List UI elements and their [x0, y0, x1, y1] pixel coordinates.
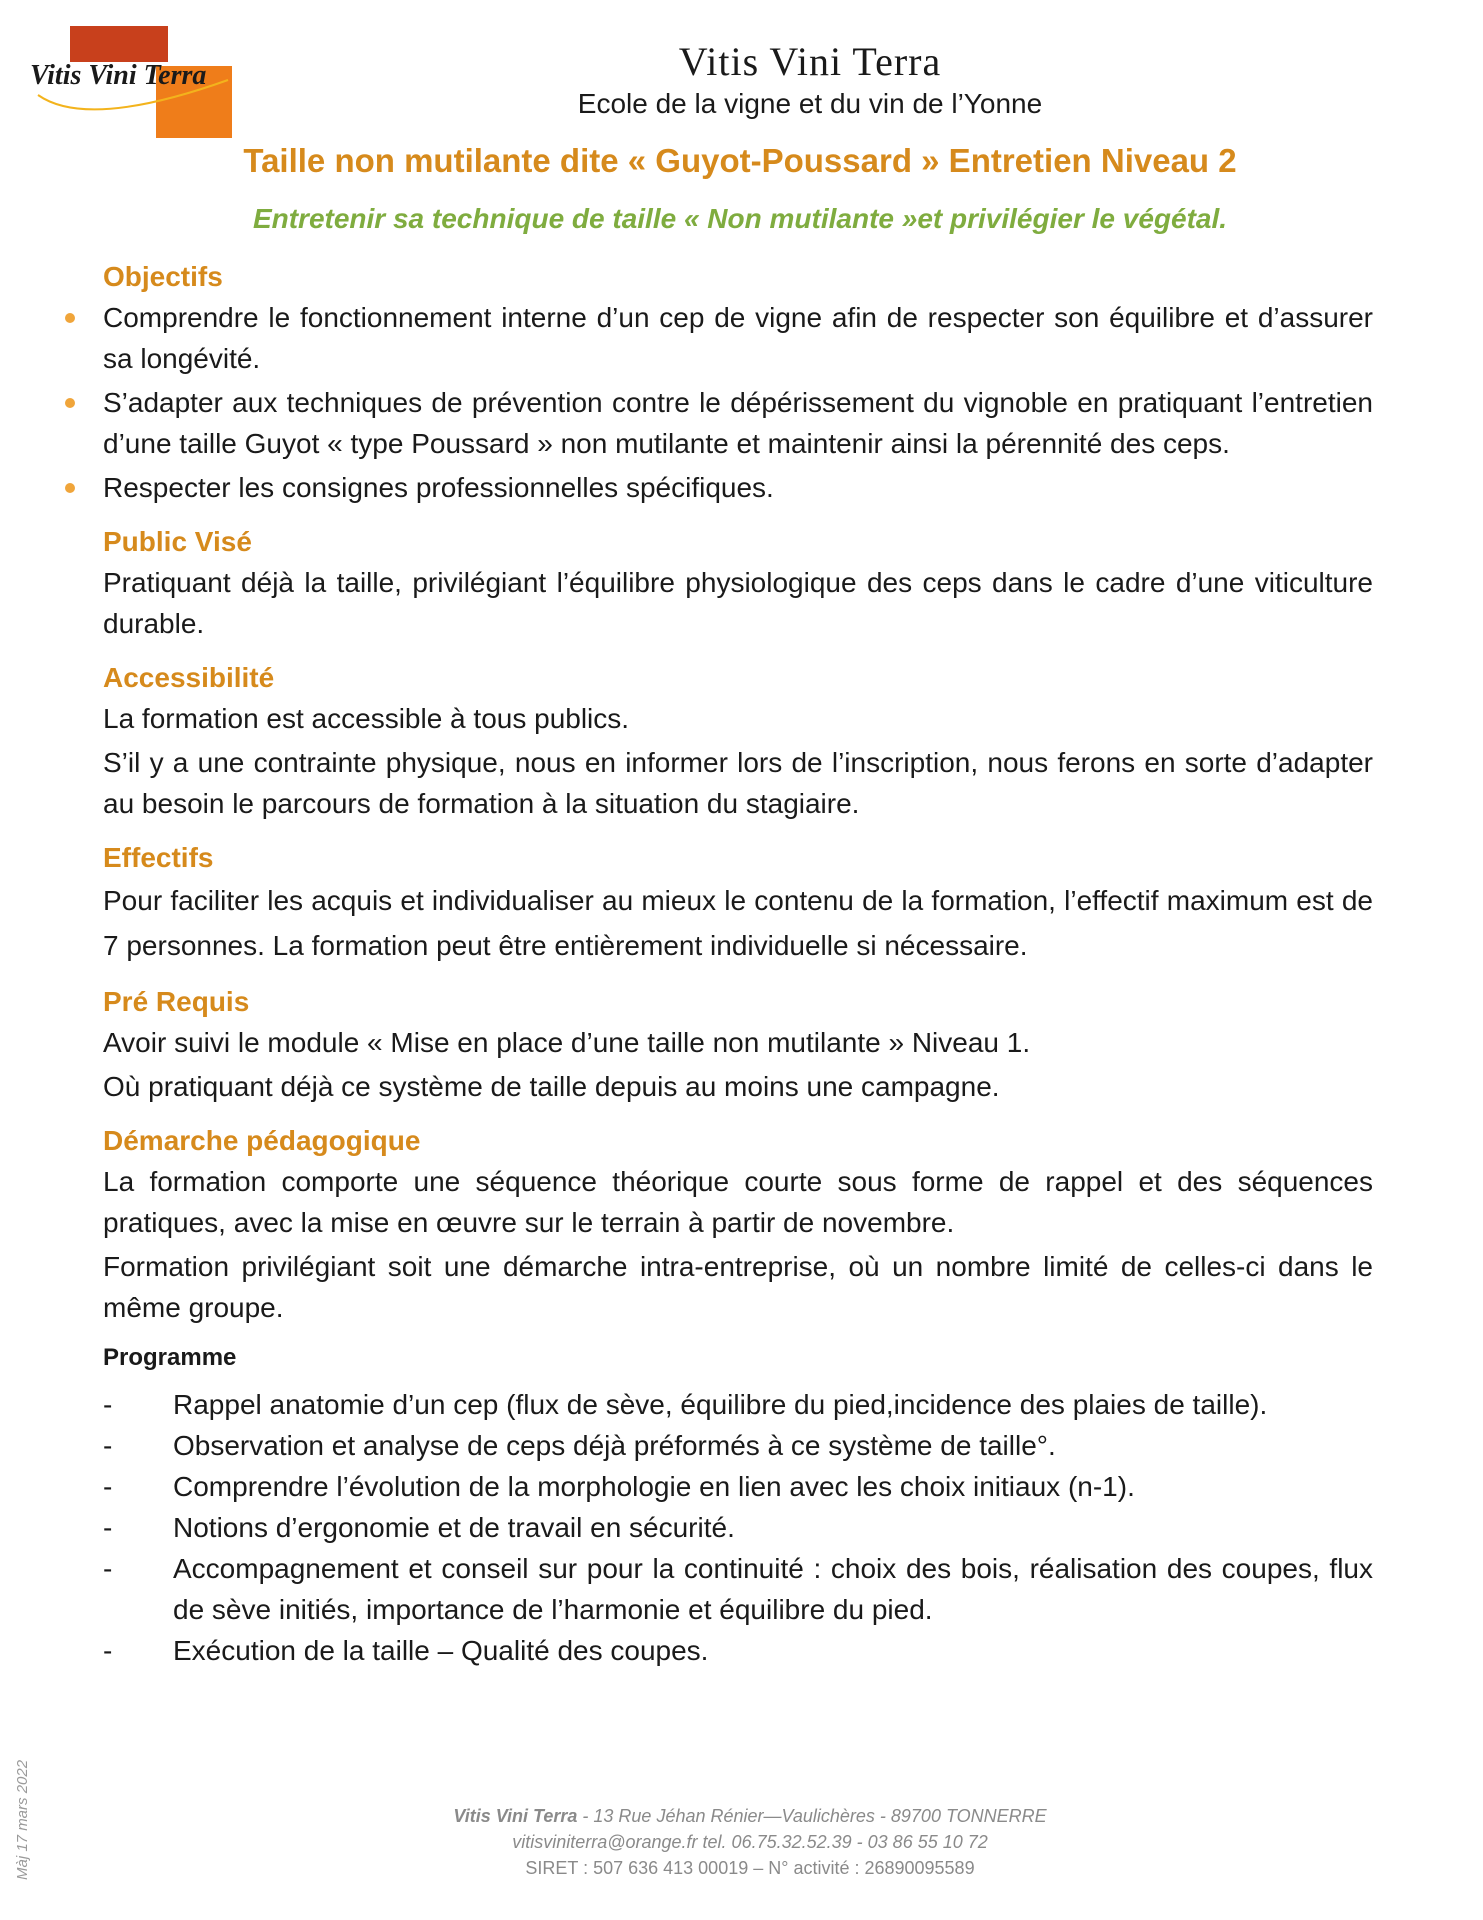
footer-org: Vitis Vini Terra: [453, 1806, 578, 1826]
accessibilite-text-2: S’il y a une contrainte physique, nous en informer lors de l’inscription, nous ferons en sorte d’adapter au besoin le parcours de formation à la situation du stagiaire.: [103, 747, 1373, 819]
heading-demarche: Démarche pédagogique: [103, 1125, 421, 1156]
dash-icon: -: [103, 1430, 113, 1461]
dash-icon: -: [103, 1471, 113, 1502]
list-item: - Comprendre l’évolution de la morphologie en lien avec les choix initiaux (n-1).: [103, 1466, 1373, 1507]
section-effectifs: [103, 838, 1373, 968]
section-objectifs: [103, 257, 1373, 508]
page-title: Taille non mutilante dite « Guyot-Poussard » Entretien Niveau 2: [243, 142, 1237, 179]
list-item: - Exécution de la taille – Qualité des coupes.: [103, 1630, 1373, 1671]
prerequis-text-2: Où pratiquant déjà ce système de taille depuis au moins une campagne.: [103, 1071, 1000, 1102]
dash-icon: -: [103, 1553, 113, 1584]
footer-address: Vitis Vini Terra - 13 Rue Jéhan Rénier—Vaulichères - 89700 TONNERRE: [453, 1806, 1047, 1826]
list-item: S’adapter aux techniques de prévention contre le dépérissement du vignoble en pratiquant l’entretien d’une taille Guyot « type Poussard » non mutilante et maintenir ainsi la pérennité des ceps.: [103, 382, 1373, 464]
heading-effectifs: Effectifs: [103, 842, 214, 873]
accessibilite-text-1: La formation est accessible à tous publics.: [103, 703, 630, 734]
logo-red-block: [70, 26, 168, 62]
org-subtitle: Ecole de la vigne et du vin de l’Yonne: [577, 88, 1043, 119]
effectifs-text: Pour faciliter les acquis et individualiser au mieux le contenu de la formation, l’effectif maximum est de 7 personnes. La formation peut être entièrement individuelle si nécessaire.: [103, 885, 1373, 961]
prerequis-text-1: Avoir suivi le module « Mise en place d’une taille non mutilante » Niveau 1.: [103, 1027, 1031, 1058]
dash-icon: -: [103, 1512, 113, 1543]
demarche-text-2: Formation privilégiant soit une démarche intra-entreprise, où un nombre limité de celles-ci dans le même groupe.: [103, 1251, 1373, 1323]
section-demarche: [103, 1121, 1373, 1328]
list-item: - Accompagnement et conseil sur pour la continuité : choix des bois, réalisation des coupes, flux de sève initiés, importance de l’harmonie et équilibre du pied.: [103, 1548, 1373, 1630]
vitis-vini-terra-logo: [28, 20, 268, 140]
org-name: Vitis Vini Terra: [678, 39, 942, 84]
list-item: - Rappel anatomie d’un cep (flux de sève, équilibre du pied,incidence des plaies de taille).: [103, 1384, 1373, 1425]
heading-accessibilite: Accessibilité: [103, 662, 275, 693]
list-item: Comprendre le fonctionnement interne d’un cep de vigne afin de respecter son équilibre et d’assurer sa longévité.: [103, 297, 1373, 379]
dash-icon: -: [103, 1635, 113, 1666]
section-programme: [103, 1338, 1373, 1671]
section-public: [103, 522, 1373, 644]
page-subtitle: Entretenir sa technique de taille « Non mutilante »et privilégier le végétal.: [252, 203, 1228, 234]
footer-siret: SIRET : 507 636 413 00019 – N° activité : 26890095589: [525, 1858, 975, 1878]
section-accessibilite: [103, 658, 1373, 824]
footer-contact: vitisviniterra@orange.fr tel. 06.75.32.52.39 - 03 86 55 10 72: [512, 1832, 988, 1852]
list-item: - Observation et analyse de ceps déjà préformés à ce système de taille°.: [103, 1425, 1373, 1466]
heading-public: Public Visé: [103, 526, 252, 557]
heading-objectifs: Objectifs: [103, 261, 223, 292]
logo-text: Vitis Vini Terra: [30, 60, 207, 91]
objectifs-list: [103, 297, 1373, 508]
list-item: Respecter les consignes professionnelles spécifiques.: [103, 467, 1373, 508]
document-body: [103, 257, 1373, 1671]
dash-icon: -: [103, 1389, 113, 1420]
programme-list: [103, 1384, 1373, 1671]
update-date-note: Màj 17 mars 2022: [14, 1759, 31, 1880]
bullet-icon: [65, 398, 75, 408]
section-prerequis: [103, 982, 1373, 1107]
public-text: Pratiquant déjà la taille, privilégiant l’équilibre physiologique des ceps dans le cadre d’une viticulture durable.: [103, 567, 1373, 639]
bullet-icon: [65, 483, 75, 493]
demarche-text-1: La formation comporte une séquence théorique courte sous forme de rappel et des séquences pratiques, avec la mise en œuvre sur le terrain à partir de novembre.: [103, 1166, 1373, 1238]
footer: [330, 1803, 1170, 1881]
list-item: - Notions d’ergonomie et de travail en sécurité.: [103, 1507, 1373, 1548]
heading-prerequis: Pré Requis: [103, 986, 250, 1017]
heading-programme: Programme: [103, 1344, 237, 1371]
bullet-icon: [65, 313, 75, 323]
